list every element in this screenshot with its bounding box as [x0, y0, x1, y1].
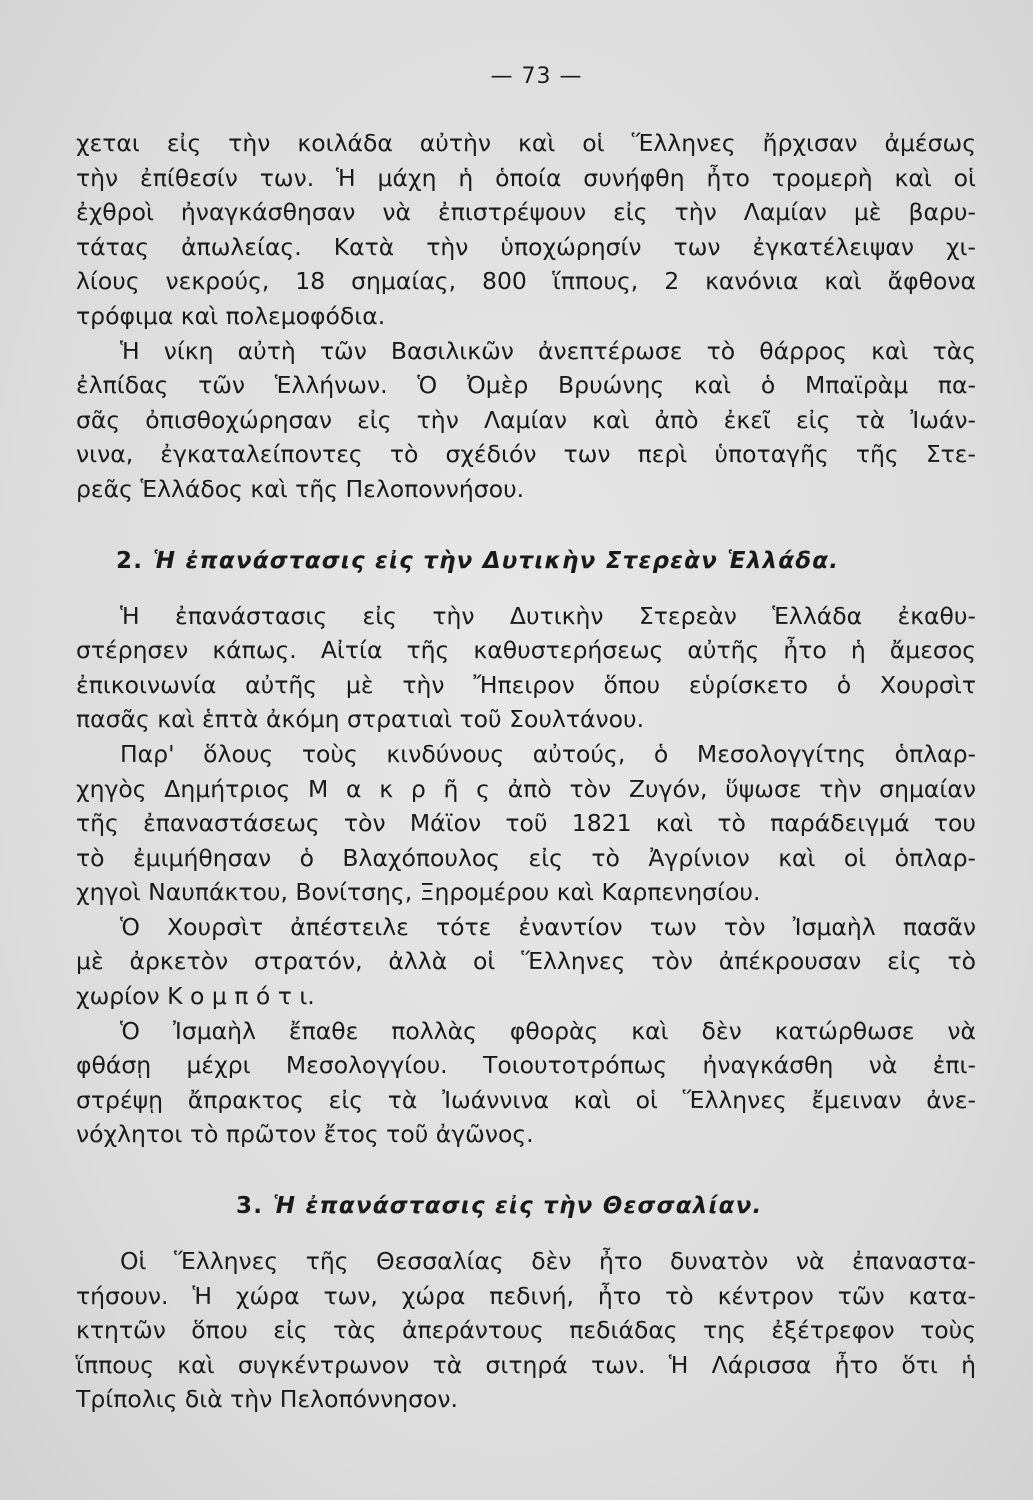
text-line: νόχλητοι τὸ πρῶτον ἔτος τοῦ ἀγῶνος. [76, 1120, 534, 1149]
text-line: Ὁ Ἰσμαὴλ ἔπαθε πολλὰς φθορὰς καὶ δὲν κατώρθωσε νὰ [120, 1016, 976, 1045]
text-line: ἐχθροὶ ἠναγκάσθησαν νὰ ἐπιστρέψουν εἰς τὴν Λαμίαν μὲ βαρυ- [76, 198, 976, 227]
text-line: χηγοὶ Ναυπάκτου, Βονίτσης, Ξηρομέρου καὶ Καρπενησίου. [76, 878, 761, 907]
section-heading [76, 1186, 976, 1226]
text-line: ἐλπίδας τῶν Ἑλλήνων. Ὁ Ὀμὲρ Βρυώνης καὶ ὁ Μπαϊρὰμ πα- [76, 371, 976, 400]
section-title: Ἡ ἐπανάστασις εἰς τὴν Θεσσαλίαν. [273, 1193, 763, 1220]
text-line: Οἱ Ἕλληνες τῆς Θεσσαλίας δὲν ἦτο δυνατὸν νὰ ἐπαναστα- [120, 1247, 976, 1276]
text-line: χωρίον Κ ο μ π ό τ ι. [76, 982, 315, 1011]
text-line: στέρησεν κάπως. Αἰτία τῆς καθυστερήσεως αὐτῆς ἦτο ἡ ἄμεσος [76, 636, 976, 665]
section-number: 2. [116, 547, 144, 574]
text-line: λίους νεκρούς, 18 σημαίας, 800 ἵππους, 2 κανόνια καὶ ἄφθονα [76, 267, 976, 296]
text-line: πασᾶς καὶ ἑπτὰ ἀκόμη στρατιαὶ τοῦ Σουλτάνου. [76, 705, 645, 734]
text-line: Παρ' ὅλους τοὺς κινδύνους αὐτούς, ὁ Μεσολογγίτης ὁπλαρ- [120, 739, 976, 768]
text-line: ἵππους καὶ συγκέντρωνον τὰ σιτηρά των. Ἡ Λάρισσα ἦτο ὅτι ἡ [76, 1350, 976, 1379]
section-gap [76, 1152, 976, 1186]
text-line: Ἡ ἐπανάστασις εἰς τὴν Δυτικὴν Στερεὰν Ἑλλάδα ἐκαθυ- [120, 601, 976, 630]
text-line: τρόφιμα καὶ πολεμοφόδια. [76, 301, 386, 330]
section-number: 3. [236, 1193, 264, 1220]
text-line: χεται εἰς τὴν κοιλάδα αὐτὴν καὶ οἱ Ἕλληνες ἤρχισαν ἀμέσως [76, 129, 976, 157]
text-line: στρέψῃ ἄπρακτος εἰς τὰ Ἰωάννινα καὶ οἱ Ἕλληνες ἔμειναν ἀνε- [76, 1085, 976, 1114]
text-line: χηγὸς Δημήτριος Μ α κ ρ ῆ ς ἀπὸ τὸν Ζυγόν, ὕψωσε τὴν σημαίαν [76, 774, 976, 803]
text-line: Ὁ Χουρσὶτ ἀπέστειλε τότε ἐναντίον των τὸν Ἰσμαὴλ πασᾶν [120, 912, 976, 941]
text-line: νινα, ἐγκαταλείποντες τὸ σχέδιόν των περὶ ὑποταγῆς τῆς Στε- [76, 440, 976, 469]
text-line: τήσουν. Ἡ χώρα των, χώρα πεδινή, ἦτο τὸ κέντρον τῶν κατα- [76, 1281, 976, 1310]
text-line: ἐπικοινωνία αὐτῆς μὲ τὴν Ἤπειρον ὅπου εὑρίσκετο ὁ Χουρσὶτ [76, 670, 976, 699]
text-line: σᾶς ὀπισθοχώρησαν εἰς τὴν Λαμίαν καὶ ἀπὸ ἐκεῖ εἰς τὰ Ἰωάν- [76, 405, 976, 434]
page-body [76, 126, 976, 1417]
page-number: — 73 — [490, 64, 583, 89]
paragraph [76, 126, 976, 334]
text-line: τὸ ἐμιμήθησαν ὁ Βλαχόπουλος εἰς τὸ Ἀγρίνιον καὶ οἱ ὁπλαρ- [76, 843, 976, 872]
section-gap [76, 507, 976, 541]
text-line: Ἡ νίκη αὐτὴ τῶν Βασιλικῶν ἀνεπτέρωσε τὸ θάρρος καὶ τὰς [120, 336, 976, 365]
text-line: τάτας ἀπωλείας. Κατὰ τὴν ὑποχώρησίν των ἐγκατέλειψαν χι- [76, 232, 976, 261]
text-line: κτητῶν ὅπου εἰς τὰς ἀπεράντους πεδιάδας της ἐξέτρεφον τοὺς [76, 1316, 976, 1345]
text-line: Τρίπολις διὰ τὴν Πελοπόννησον. [76, 1385, 459, 1414]
paragraph [76, 737, 976, 910]
paragraph [76, 1244, 976, 1417]
text-line: τὴν ἐπίθεσίν των. Ἡ μάχη ἡ ὁποία συνήφθη ἦτο τρομερὴ καὶ οἱ [76, 163, 976, 192]
text-line: μὲ ἀρκετὸν στρατόν, ἀλλὰ οἱ Ἕλληνες τὸν ἀπέκρουσαν εἰς τὸ [76, 947, 976, 976]
paragraph [76, 599, 976, 737]
paragraph [76, 910, 976, 1014]
text-line: φθάσῃ μέχρι Μεσολογγίου. Τοιουτοτρόπως ἠναγκάσθη νὰ ἐπι- [76, 1051, 976, 1080]
paragraph [76, 334, 976, 507]
text-line: ρεᾶς Ἑλλάδος καὶ τῆς Πελοποννήσου. [76, 474, 525, 503]
text-line: τῆς ἐπαναστάσεως τὸν Μάϊον τοῦ 1821 καὶ τὸ παράδειγμά του [76, 809, 976, 838]
paragraph [76, 1014, 976, 1152]
section-heading [76, 541, 976, 581]
section-title: Ἡ ἐπανάστασις εἰς τὴν Δυτικὴν Στερεὰν Ἑλλάδα. [153, 547, 840, 574]
